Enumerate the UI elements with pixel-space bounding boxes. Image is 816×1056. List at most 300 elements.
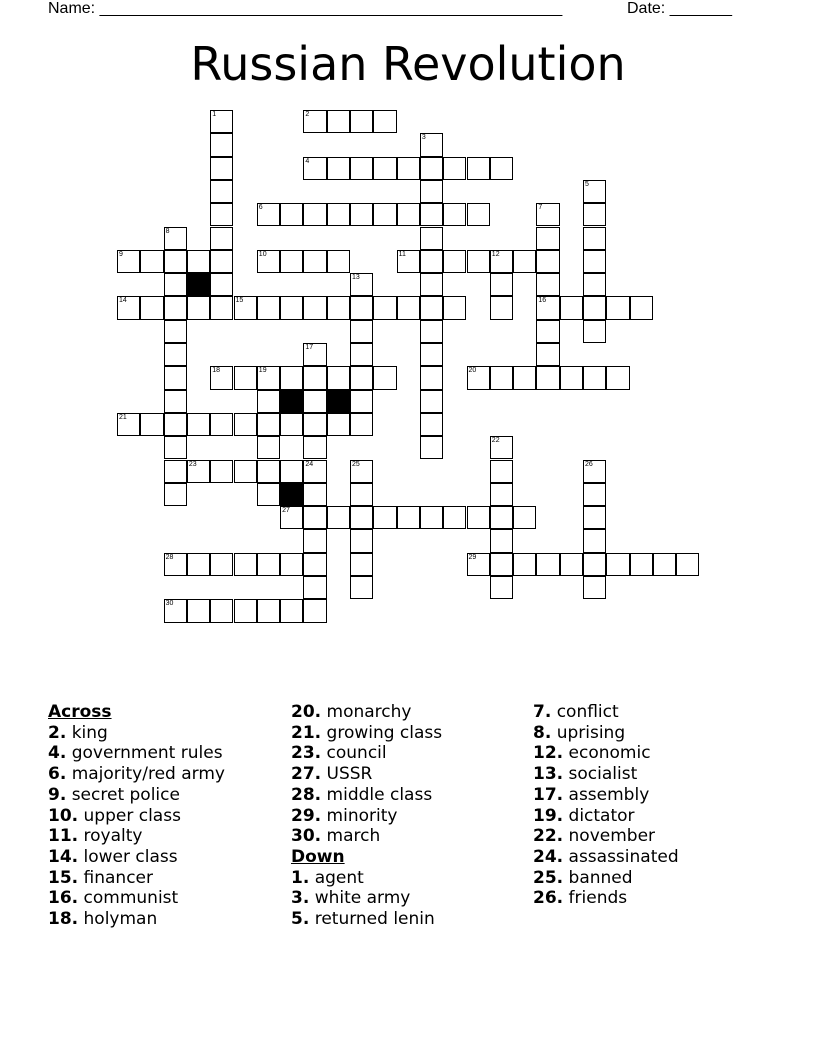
grid-cell[interactable] xyxy=(327,110,350,133)
grid-cell[interactable] xyxy=(350,460,373,483)
across-heading: Across xyxy=(48,702,112,722)
grid-cell[interactable] xyxy=(327,366,350,389)
clue-number: 12. xyxy=(533,743,564,764)
grid-cell[interactable] xyxy=(420,227,443,250)
clues-column-3 xyxy=(533,702,679,909)
clue-text: friends xyxy=(568,888,628,909)
clue-number: 19. xyxy=(533,805,564,826)
grid-cell[interactable] xyxy=(117,250,140,273)
grid-cell[interactable] xyxy=(397,296,420,319)
clue-number: 6 xyxy=(258,204,263,212)
grid-cell[interactable] xyxy=(350,576,373,599)
clue-item xyxy=(48,764,225,785)
grid-cell[interactable] xyxy=(280,366,303,389)
grid-cell[interactable] xyxy=(303,343,326,366)
grid-cell[interactable] xyxy=(234,460,257,483)
grid-cell[interactable] xyxy=(373,296,396,319)
grid-cell[interactable] xyxy=(606,366,629,389)
clue-text: conflict xyxy=(556,702,619,722)
grid-cell[interactable] xyxy=(536,343,559,366)
clues-column-1 xyxy=(48,702,225,930)
clue-text: king xyxy=(71,722,108,743)
grid-cell[interactable] xyxy=(257,599,280,622)
grid-cell[interactable] xyxy=(303,296,326,319)
grid-cell[interactable] xyxy=(536,553,559,576)
grid-cell[interactable] xyxy=(630,296,653,319)
grid-cell[interactable] xyxy=(583,460,606,483)
grid-cell[interactable] xyxy=(583,203,606,226)
clue-number: 10 xyxy=(258,250,267,258)
clue-text: secret police xyxy=(71,784,180,805)
grid-cell[interactable] xyxy=(140,413,163,436)
grid-cell[interactable] xyxy=(560,296,583,319)
grid-cell[interactable] xyxy=(164,320,187,343)
grid-cell[interactable] xyxy=(210,413,233,436)
grid-cell[interactable] xyxy=(210,366,233,389)
clue-item xyxy=(291,868,442,889)
grid-cell[interactable] xyxy=(513,553,536,576)
clue-number: 2 xyxy=(305,111,310,118)
clue-item xyxy=(48,868,225,889)
grid-cell[interactable] xyxy=(164,483,187,506)
grid-cell[interactable] xyxy=(490,273,513,296)
clue-number: 10. xyxy=(48,805,79,826)
clue-text: banned xyxy=(568,867,633,888)
clue-number: 1. xyxy=(291,867,310,888)
clue-number: 27. xyxy=(291,764,322,785)
grid-cell[interactable] xyxy=(210,250,233,273)
grid-cell[interactable] xyxy=(420,180,443,203)
grid-cell[interactable] xyxy=(210,296,233,319)
clue-text: agent xyxy=(314,867,364,888)
grid-cell[interactable] xyxy=(303,110,326,133)
grid-cell[interactable] xyxy=(583,483,606,506)
grid-cell[interactable] xyxy=(327,296,350,319)
grid-cell[interactable] xyxy=(210,203,233,226)
grid-cell[interactable] xyxy=(303,413,326,436)
grid-cell[interactable] xyxy=(373,203,396,226)
clue-number: 20. xyxy=(291,702,322,722)
grid-cell[interactable] xyxy=(443,203,466,226)
grid-cell[interactable] xyxy=(397,157,420,180)
grid-cell[interactable] xyxy=(583,227,606,250)
clue-item xyxy=(291,743,442,764)
clue-number: 14. xyxy=(48,846,79,867)
clue-number: 13 xyxy=(352,274,360,282)
grid-cell[interactable] xyxy=(257,460,280,483)
grid-cell[interactable] xyxy=(606,553,629,576)
grid-cell[interactable] xyxy=(536,227,559,250)
grid-cell[interactable] xyxy=(280,203,303,226)
grid-cell[interactable] xyxy=(513,366,536,389)
grid-cell[interactable] xyxy=(350,273,373,296)
clue-item xyxy=(533,847,679,868)
grid-cell[interactable] xyxy=(234,553,257,576)
clue-number: 23 xyxy=(188,460,197,468)
grid-cell[interactable] xyxy=(350,390,373,413)
grid-cell[interactable] xyxy=(210,180,233,203)
clue-item xyxy=(48,743,225,764)
grid-cell[interactable] xyxy=(490,460,513,483)
grid-cell[interactable] xyxy=(490,366,513,389)
grid-cell[interactable] xyxy=(467,250,490,273)
grid-cell[interactable] xyxy=(420,157,443,180)
grid-cell[interactable] xyxy=(327,203,350,226)
clue-number: 13. xyxy=(533,764,564,785)
grid-cell[interactable] xyxy=(373,366,396,389)
clue-text: holyman xyxy=(83,909,158,930)
grid-cell[interactable] xyxy=(234,413,257,436)
clue-text: uprising xyxy=(556,722,626,743)
grid-cell[interactable] xyxy=(490,296,513,319)
clue-number: 28. xyxy=(291,784,322,805)
clue-number: 7. xyxy=(533,702,552,722)
clue-number: 27 xyxy=(282,507,290,515)
grid-cell[interactable] xyxy=(257,553,280,576)
grid-cell[interactable] xyxy=(280,506,303,529)
grid-cell[interactable] xyxy=(257,203,280,226)
clue-item xyxy=(533,702,679,723)
clue-number: 3 xyxy=(421,134,426,142)
clue-number: 21 xyxy=(119,413,127,421)
grid-cell[interactable] xyxy=(350,110,373,133)
grid-cell[interactable] xyxy=(257,366,280,389)
clue-number: 19 xyxy=(258,367,267,375)
clue-text: dictator xyxy=(568,805,635,826)
clue-number: 22 xyxy=(491,437,500,445)
clue-number: 12 xyxy=(491,250,500,258)
grid-cell[interactable] xyxy=(397,203,420,226)
clue-number: 16 xyxy=(538,297,547,305)
grid-cell[interactable] xyxy=(350,343,373,366)
grid-cell[interactable] xyxy=(280,250,303,273)
grid-cell[interactable] xyxy=(280,413,303,436)
grid-cell[interactable] xyxy=(350,529,373,552)
grid-cell[interactable] xyxy=(234,599,257,622)
grid-cell[interactable] xyxy=(164,343,187,366)
grid-cell[interactable] xyxy=(164,250,187,273)
grid-cell[interactable] xyxy=(210,133,233,156)
grid-cell[interactable] xyxy=(490,553,513,576)
grid-cell[interactable] xyxy=(257,250,280,273)
grid-cell[interactable] xyxy=(303,506,326,529)
grid-cell[interactable] xyxy=(164,553,187,576)
name-field-label[interactable]: Name: ____________________________________________________ xyxy=(48,0,563,17)
black-square xyxy=(280,483,303,506)
clue-number: 4. xyxy=(48,743,67,764)
clue-text: november xyxy=(568,826,656,847)
grid-cell[interactable] xyxy=(210,273,233,296)
clue-number: 14 xyxy=(119,297,127,305)
grid-cell[interactable] xyxy=(420,250,443,273)
clue-number: 11 xyxy=(398,250,406,258)
grid-cell[interactable] xyxy=(420,436,443,459)
grid-cell[interactable] xyxy=(676,553,699,576)
grid-cell[interactable] xyxy=(303,436,326,459)
grid-cell[interactable] xyxy=(257,413,280,436)
grid-cell[interactable] xyxy=(583,250,606,273)
grid-cell[interactable] xyxy=(303,576,326,599)
grid-cell[interactable] xyxy=(303,553,326,576)
grid-cell[interactable] xyxy=(490,529,513,552)
grid-cell[interactable] xyxy=(140,250,163,273)
grid-cell[interactable] xyxy=(490,157,513,180)
grid-cell[interactable] xyxy=(210,599,233,622)
grid-cell[interactable] xyxy=(536,273,559,296)
grid-cell[interactable] xyxy=(420,343,443,366)
grid-cell[interactable] xyxy=(257,390,280,413)
grid-cell[interactable] xyxy=(210,460,233,483)
clue-item xyxy=(533,723,679,744)
clue-item xyxy=(291,702,442,723)
grid-cell[interactable] xyxy=(350,413,373,436)
grid-cell[interactable] xyxy=(350,157,373,180)
grid-cell[interactable] xyxy=(606,296,629,319)
clue-number: 8. xyxy=(533,722,552,743)
grid-cell[interactable] xyxy=(303,460,326,483)
clue-number: 8 xyxy=(165,227,170,235)
grid-cell[interactable] xyxy=(140,296,163,319)
clue-number: 30. xyxy=(291,826,322,847)
grid-cell[interactable] xyxy=(560,553,583,576)
grid-cell[interactable] xyxy=(303,529,326,552)
clue-text: minority xyxy=(326,805,398,826)
grid-cell[interactable] xyxy=(350,296,373,319)
clue-number: 9 xyxy=(119,250,123,258)
grid-cell[interactable] xyxy=(164,227,187,250)
clue-item xyxy=(533,868,679,889)
grid-cell[interactable] xyxy=(280,460,303,483)
puzzle-title: Russian Revolution xyxy=(190,37,626,91)
grid-cell[interactable] xyxy=(350,320,373,343)
grid-cell[interactable] xyxy=(187,553,210,576)
grid-cell[interactable] xyxy=(164,273,187,296)
grid-cell[interactable] xyxy=(303,599,326,622)
grid-cell[interactable] xyxy=(536,250,559,273)
grid-cell[interactable] xyxy=(210,157,233,180)
grid-cell[interactable] xyxy=(187,460,210,483)
grid-cell[interactable] xyxy=(443,157,466,180)
grid-cell[interactable] xyxy=(583,180,606,203)
grid-cell[interactable] xyxy=(420,320,443,343)
clue-number: 24 xyxy=(305,460,314,468)
clue-item xyxy=(533,806,679,827)
grid-cell[interactable] xyxy=(303,390,326,413)
clue-item xyxy=(291,785,442,806)
clue-number: 11. xyxy=(48,826,79,847)
grid-cell[interactable] xyxy=(210,227,233,250)
clue-number: 23. xyxy=(291,743,322,764)
clue-item xyxy=(48,826,225,847)
grid-cell[interactable] xyxy=(420,506,443,529)
grid-cell[interactable] xyxy=(327,506,350,529)
grid-cell[interactable] xyxy=(164,296,187,319)
grid-cell[interactable] xyxy=(490,483,513,506)
grid-cell[interactable] xyxy=(373,110,396,133)
black-square xyxy=(187,273,210,296)
grid-cell[interactable] xyxy=(513,506,536,529)
grid-cell[interactable] xyxy=(583,320,606,343)
clue-text: socialist xyxy=(568,764,638,785)
grid-cell[interactable] xyxy=(420,273,443,296)
clue-text: economic xyxy=(568,743,651,764)
grid-cell[interactable] xyxy=(467,203,490,226)
grid-cell[interactable] xyxy=(583,553,606,576)
clue-item xyxy=(48,723,225,744)
clue-text: USSR xyxy=(326,764,373,785)
grid-cell[interactable] xyxy=(583,296,606,319)
grid-cell[interactable] xyxy=(187,599,210,622)
grid-cell[interactable] xyxy=(560,366,583,389)
grid-cell[interactable] xyxy=(280,553,303,576)
black-square xyxy=(280,390,303,413)
clue-number: 25. xyxy=(533,867,564,888)
grid-cell[interactable] xyxy=(164,390,187,413)
grid-cell[interactable] xyxy=(420,390,443,413)
grid-cell[interactable] xyxy=(350,483,373,506)
grid-cell[interactable] xyxy=(257,483,280,506)
grid-cell[interactable] xyxy=(164,436,187,459)
grid-cell[interactable] xyxy=(350,366,373,389)
grid-cell[interactable] xyxy=(164,460,187,483)
grid-cell[interactable] xyxy=(443,250,466,273)
clue-text: assembly xyxy=(568,784,650,805)
clue-item xyxy=(533,826,679,847)
grid-cell[interactable] xyxy=(280,599,303,622)
grid-cell[interactable] xyxy=(420,366,443,389)
grid-cell[interactable] xyxy=(443,506,466,529)
grid-cell[interactable] xyxy=(397,250,420,273)
clue-item xyxy=(291,723,442,744)
clues-column-2 xyxy=(291,702,442,930)
grid-cell[interactable] xyxy=(490,250,513,273)
clue-number: 30 xyxy=(165,600,174,608)
grid-cell[interactable] xyxy=(327,413,350,436)
grid-cell[interactable] xyxy=(443,296,466,319)
grid-cell[interactable] xyxy=(420,203,443,226)
grid-cell[interactable] xyxy=(467,553,490,576)
grid-cell[interactable] xyxy=(257,296,280,319)
grid-cell[interactable] xyxy=(583,529,606,552)
clue-number: 16. xyxy=(48,888,79,909)
grid-cell[interactable] xyxy=(397,506,420,529)
clue-text: middle class xyxy=(326,784,433,805)
grid-cell[interactable] xyxy=(653,553,676,576)
grid-cell[interactable] xyxy=(373,157,396,180)
grid-cell[interactable] xyxy=(234,296,257,319)
clue-number: 7 xyxy=(538,204,543,212)
grid-cell[interactable] xyxy=(536,366,559,389)
grid-cell[interactable] xyxy=(187,413,210,436)
clue-number: 5 xyxy=(585,180,589,188)
grid-cell[interactable] xyxy=(583,273,606,296)
clue-number: 24. xyxy=(533,846,564,867)
clue-item xyxy=(533,743,679,764)
grid-cell[interactable] xyxy=(467,506,490,529)
clue-item xyxy=(291,909,442,930)
grid-cell[interactable] xyxy=(420,133,443,156)
grid-cell[interactable] xyxy=(490,436,513,459)
grid-cell[interactable] xyxy=(164,366,187,389)
grid-cell[interactable] xyxy=(536,320,559,343)
grid-cell[interactable] xyxy=(187,296,210,319)
grid-cell[interactable] xyxy=(490,506,513,529)
date-field-label[interactable]: Date: _______ xyxy=(627,0,732,17)
clue-text: lower class xyxy=(83,846,178,867)
clue-text: council xyxy=(326,743,387,764)
grid-cell[interactable] xyxy=(117,413,140,436)
grid-cell[interactable] xyxy=(327,250,350,273)
grid-cell[interactable] xyxy=(303,203,326,226)
grid-cell[interactable] xyxy=(536,203,559,226)
grid-cell[interactable] xyxy=(280,296,303,319)
grid-cell[interactable] xyxy=(467,366,490,389)
clue-number: 17 xyxy=(305,344,314,351)
grid-cell[interactable] xyxy=(467,157,490,180)
grid-cell[interactable] xyxy=(303,366,326,389)
grid-cell[interactable] xyxy=(536,296,559,319)
grid-cell[interactable] xyxy=(420,296,443,319)
clue-number: 6. xyxy=(48,764,67,785)
clue-item xyxy=(533,764,679,785)
grid-cell[interactable] xyxy=(234,366,257,389)
grid-cell[interactable] xyxy=(164,599,187,622)
grid-cell[interactable] xyxy=(583,366,606,389)
grid-cell[interactable] xyxy=(583,506,606,529)
clue-text: majority/red army xyxy=(71,764,225,785)
grid-cell[interactable] xyxy=(420,413,443,436)
clue-number: 25 xyxy=(352,460,360,468)
grid-cell[interactable] xyxy=(350,203,373,226)
grid-cell[interactable] xyxy=(117,296,140,319)
grid-cell[interactable] xyxy=(257,436,280,459)
clue-number: 17. xyxy=(533,784,564,805)
grid-cell[interactable] xyxy=(490,576,513,599)
grid-cell[interactable] xyxy=(210,110,233,133)
clue-number: 21. xyxy=(291,722,322,743)
grid-cell[interactable] xyxy=(210,553,233,576)
grid-cell[interactable] xyxy=(303,483,326,506)
black-square xyxy=(327,390,350,413)
clue-text: royalty xyxy=(83,826,143,847)
grid-cell[interactable] xyxy=(303,250,326,273)
clue-text: financer xyxy=(83,867,154,888)
grid-cell[interactable] xyxy=(583,576,606,599)
clue-text: communist xyxy=(83,888,179,909)
clue-item xyxy=(48,888,225,909)
across-clue-list xyxy=(48,723,225,930)
grid-cell[interactable] xyxy=(187,250,210,273)
clue-item xyxy=(533,888,679,909)
grid-cell[interactable] xyxy=(327,157,350,180)
clue-item xyxy=(291,764,442,785)
clue-item xyxy=(533,785,679,806)
clue-number: 1 xyxy=(212,111,217,118)
grid-cell[interactable] xyxy=(513,250,536,273)
clue-item xyxy=(291,826,442,847)
grid-cell[interactable] xyxy=(350,553,373,576)
grid-cell[interactable] xyxy=(303,157,326,180)
grid-cell[interactable] xyxy=(350,506,373,529)
grid-cell[interactable] xyxy=(373,506,396,529)
grid-cell[interactable] xyxy=(164,413,187,436)
clue-number: 2. xyxy=(48,722,67,743)
across-clue-list-continued xyxy=(291,702,442,847)
clue-text: monarchy xyxy=(326,702,412,722)
clue-text: white army xyxy=(314,888,411,909)
grid-cell[interactable] xyxy=(630,553,653,576)
clue-item xyxy=(48,806,225,827)
